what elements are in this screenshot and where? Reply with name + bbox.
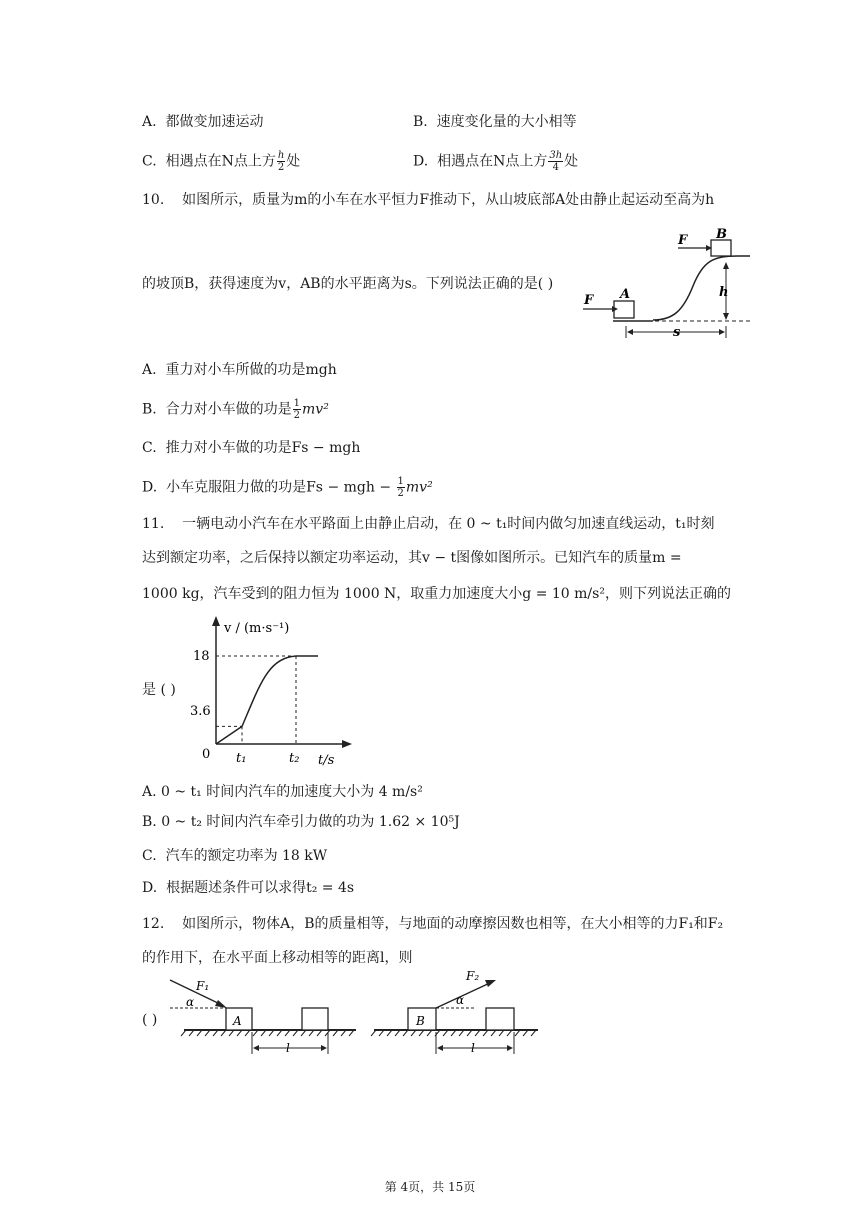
- q10-option-b: B. 合力对小车做的功是 $\frac{1}{2}$ mv²: [142, 398, 329, 421]
- q10-label-a: A: [620, 287, 631, 302]
- q12-figure-a: [166, 972, 366, 1062]
- q11-line2: 达到额定功率，之后保持以额定功率运动，其v − t图像如图所示。已知汽车的质量m =: [142, 550, 682, 566]
- q12-label-alpha-b: α: [456, 993, 465, 1007]
- q10-label-b: B: [716, 227, 727, 242]
- q11-option-b: B. 0 ~ t₂ 时间内汽车牵引力做的功为 1.62 × 10⁵J: [142, 814, 460, 830]
- q12-line3: ( ): [142, 1012, 158, 1028]
- q10-line2: 的坡顶B，获得速度为v，AB的水平距离为s。下列说法正确的是( ): [142, 276, 554, 292]
- y-axis-label: v / (m·s⁻¹): [224, 621, 290, 636]
- q9-option-a: A. 都做变加速运动: [142, 114, 264, 130]
- x-axis-label: t/s: [318, 753, 335, 768]
- q12-figure-b: [366, 966, 556, 1062]
- origin-label: 0: [202, 747, 211, 762]
- x-tick-t1: t₁: [236, 751, 247, 766]
- q9-option-c: C. 相遇点在N点上方 $\frac{h}{2}$ 处: [142, 150, 301, 173]
- q10-option-d: D. 小车克服阻力做的功是Fs − mgh − $\frac{1}{2}$ mv²: [142, 476, 433, 499]
- q11-option-a: A. 0 ~ t₁ 时间内汽车的加速度大小为 4 m/s²: [142, 784, 423, 800]
- vt-curve: [216, 656, 318, 744]
- q10-label-f-top: F: [678, 233, 688, 248]
- q11-option-c: C. 汽车的额定功率为 18 kW: [142, 848, 328, 864]
- y-tick-high: 18: [193, 649, 210, 664]
- q11-line1: 11. 一辆电动小汽车在水平路面上由静止启动，在 0 ~ t₁时间内做匀加速直线运动，t₁时刻: [142, 516, 715, 532]
- q12-label-l-b: l: [471, 1041, 475, 1055]
- q12-label-alpha-a: α: [186, 995, 195, 1009]
- q10-option-a: A. 重力对小车所做的功是mgh: [142, 362, 337, 378]
- q12-label-b: B: [416, 1014, 425, 1028]
- y-tick-low: 3.6: [190, 704, 211, 719]
- q9-option-d: D. 相遇点在N点上方 $\frac{3h}{4}$ 处: [413, 150, 579, 173]
- q12-label-a: A: [233, 1014, 242, 1028]
- q9-option-b: B. 速度变化量的大小相等: [413, 114, 577, 130]
- q11-option-d: D. 根据题述条件可以求得t₂ = 4s: [142, 880, 355, 896]
- q10-label-f-bottom: F: [584, 293, 594, 308]
- q10-option-c: C. 推力对小车做的功是Fs − mgh: [142, 440, 361, 456]
- q10-slope-figure: [578, 226, 753, 344]
- q10-label-s: s: [673, 325, 681, 340]
- x-tick-t2: t₂: [289, 751, 300, 766]
- q11-line3: 1000 kg，汽车受到的阻力恒为 1000 N，取重力加速度大小g = 10 m/s²，则下列说法正确的: [142, 586, 731, 602]
- q10-label-h: h: [719, 285, 729, 300]
- q11-line4: 是 ( ): [142, 682, 176, 698]
- q12-label-l-a: l: [286, 1041, 290, 1055]
- q10-line1: 10. 如图所示，质量为m的小车在水平恒力F推动下，从山坡底部A处由静止起运动至高为h: [142, 192, 715, 208]
- q12-label-f1: F₁: [196, 979, 210, 993]
- page-footer: 第 4页，共 15页: [384, 1180, 476, 1194]
- x-axis-arrow: [342, 740, 352, 748]
- q12-line2: 的作用下，在水平面上移动相等的距离l，则: [142, 950, 413, 966]
- q11-vt-graph: [190, 612, 360, 772]
- y-axis-arrow: [212, 616, 220, 626]
- q12-label-f2: F₂: [466, 969, 480, 983]
- q12-line1: 12. 如图所示，物体A，B的质量相等，与地面的动摩擦因数也相等，在大小相等的力F₁和F₂: [142, 916, 724, 932]
